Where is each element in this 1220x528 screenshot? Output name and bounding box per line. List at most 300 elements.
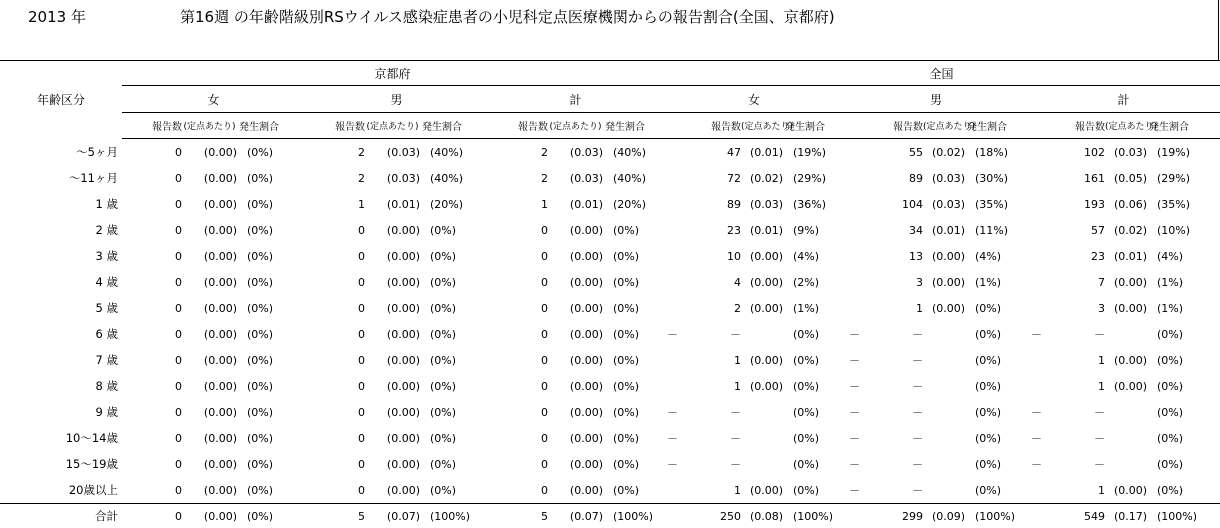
rate-value: (0%)	[247, 431, 274, 445]
per-site-value: (0.00)	[203, 353, 237, 367]
per-site-value: (0.07)	[569, 509, 603, 523]
rate-value: (0%)	[793, 431, 820, 445]
report-count: 0	[175, 145, 182, 159]
report-count: 0	[358, 431, 365, 445]
dash-cell: －	[849, 458, 861, 471]
rate-value: (0%)	[247, 509, 274, 523]
rate-value: (100%)	[613, 509, 654, 523]
rate-value: (18%)	[975, 145, 1009, 159]
per-site-value: (0.00)	[203, 431, 237, 445]
report-count: 0	[175, 223, 182, 237]
per-site-value: (0.01)	[749, 223, 784, 237]
per-site-value	[741, 451, 783, 477]
per-site-value: (0.01)	[569, 197, 603, 211]
dash-cell	[845, 504, 865, 528]
dash-cell	[663, 295, 683, 321]
report-count: －	[730, 328, 742, 341]
rate-value: (0%)	[965, 477, 1027, 504]
per-site-value: (0.00)	[569, 223, 603, 237]
rate-value: (0%)	[247, 457, 274, 471]
per-site-value: (0.00)	[203, 327, 237, 341]
dash-cell	[1027, 139, 1047, 166]
per-site-value: (0.00)	[749, 353, 784, 367]
per-site-value: (0.03)	[569, 171, 603, 185]
report-count: 2	[541, 171, 548, 185]
per-site-value: (0.03)	[931, 171, 966, 185]
report-count: 1	[916, 301, 924, 315]
rate-value: (40%)	[613, 145, 647, 159]
dash-cell	[663, 504, 683, 528]
rate-value: (0%)	[613, 249, 640, 263]
rate-value: (9%)	[793, 223, 820, 237]
per-site-value	[1105, 451, 1147, 477]
rate-value: (0%)	[430, 249, 457, 263]
report-count: 89	[909, 171, 924, 185]
per-site-value: (0.00)	[203, 249, 237, 263]
rate-value: (0%)	[613, 301, 640, 315]
report-count: 0	[541, 457, 548, 471]
per-site-col-header: (定点あたり)	[741, 113, 783, 139]
per-site-value: (0.00)	[203, 457, 237, 471]
report-count: 0	[175, 249, 182, 263]
report-count: 0	[175, 379, 182, 393]
rate-value: (36%)	[793, 197, 827, 211]
dash-cell	[1027, 217, 1047, 243]
report-count: 2	[358, 171, 365, 185]
rate-value: (0%)	[613, 353, 640, 367]
report-count: 55	[909, 145, 924, 159]
report-count: 0	[175, 327, 182, 341]
dash-cell: －	[1031, 458, 1043, 471]
rate-value: (1%)	[975, 275, 1002, 289]
per-site-value: (0.00)	[365, 477, 420, 504]
dash-cell: －	[849, 406, 861, 419]
report-count: 57	[1091, 223, 1106, 237]
report-count: 1	[734, 379, 742, 393]
report-count: 0	[541, 379, 548, 393]
report-count: 13	[909, 249, 924, 263]
year-label: 2013 年	[28, 8, 86, 26]
dash-cell	[845, 243, 865, 269]
spacer-cell	[845, 113, 865, 139]
table-row	[0, 295, 1220, 321]
per-site-value: (0.00)	[386, 327, 420, 341]
table-row	[0, 425, 1220, 451]
region-kyoto-header: 京都府	[122, 61, 663, 86]
per-site-value: (0.03)	[386, 171, 420, 185]
dash-cell	[845, 269, 865, 295]
age-cell: ～11ヶ月	[68, 171, 118, 185]
per-site-value: (0.00)	[203, 223, 237, 237]
rate-value: (0%)	[1157, 431, 1184, 445]
report-count: －	[1094, 458, 1106, 471]
rate-value: (0%)	[247, 249, 274, 263]
per-site-value: (0.00)	[569, 457, 603, 471]
per-site-value: (0.00)	[569, 379, 603, 393]
rate-col-header: 発生割合	[965, 113, 1027, 139]
report-count: 0	[541, 223, 548, 237]
rate-value: (0%)	[247, 223, 274, 237]
report-count: 0	[541, 353, 548, 367]
rate-value: (10%)	[1157, 223, 1191, 237]
report-count: 3	[916, 275, 924, 289]
per-site-value: (0.01)	[386, 197, 420, 211]
dash-cell	[663, 139, 683, 166]
per-site-value: (0.00)	[569, 275, 603, 289]
report-count: 7	[1098, 275, 1106, 289]
report-count: 1	[541, 197, 548, 211]
rate-value: (0%)	[247, 301, 274, 315]
rate-value: (2%)	[793, 275, 820, 289]
report-count: 102	[1084, 145, 1106, 159]
age-cell: 6 歳	[95, 327, 118, 341]
rate-value: (29%)	[1157, 171, 1191, 185]
report-count: 104	[902, 197, 924, 211]
report-count: 0	[358, 379, 365, 393]
rate-col-header: 発生割合	[783, 113, 845, 139]
per-site-value: (0.00)	[749, 379, 784, 393]
report-count: 0	[541, 249, 548, 263]
per-site-value: (0.00)	[203, 197, 237, 211]
report-count: 0	[358, 353, 365, 367]
rate-value: (29%)	[793, 171, 827, 185]
dash-cell: －	[1031, 406, 1043, 419]
rate-value: (0%)	[247, 275, 274, 289]
report-count: 1	[1098, 379, 1106, 393]
per-site-value: (0.03)	[749, 197, 784, 211]
per-site-value	[1105, 321, 1147, 347]
dash-cell	[1027, 165, 1047, 191]
rate-value: (0%)	[613, 457, 640, 471]
table-body	[0, 139, 1220, 528]
dash-cell: －	[845, 477, 865, 504]
rate-value: (0%)	[613, 379, 640, 393]
per-site-value: (0.00)	[386, 223, 420, 237]
rate-value: (100%)	[1157, 509, 1198, 523]
age-cell: 7 歳	[95, 353, 118, 367]
per-site-value: (0.03)	[569, 145, 603, 159]
dash-cell: －	[849, 354, 861, 367]
rate-value: (0%)	[1157, 353, 1184, 367]
dash-cell	[845, 191, 865, 217]
dash-cell	[845, 165, 865, 191]
per-site-value: (0.08)	[749, 509, 784, 523]
per-site-value: (0.00)	[569, 327, 603, 341]
report-count: 0	[358, 405, 365, 419]
report-count: 0	[358, 223, 365, 237]
dash-cell	[663, 165, 683, 191]
rate-value: (0%)	[247, 405, 274, 419]
report-count: 2	[541, 145, 548, 159]
national-total-header: 計	[1027, 86, 1220, 113]
rate-value: (0%)	[975, 353, 1002, 367]
reports-col-header: 報告数	[488, 113, 548, 139]
report-count: 0	[358, 457, 365, 471]
reports-col-header: 報告数	[865, 113, 923, 139]
rate-value: (0%)	[247, 197, 274, 211]
table-row	[0, 165, 1220, 191]
rate-value: (0%)	[975, 379, 1002, 393]
dash-cell	[1027, 243, 1047, 269]
rate-value: (0%)	[613, 223, 640, 237]
rate-col-header: 発生割合	[603, 113, 663, 139]
rate-value: (0%)	[975, 457, 1002, 471]
per-site-value: (0.00)	[741, 477, 783, 504]
per-site-value: (0.00)	[931, 275, 966, 289]
report-count: －	[912, 380, 924, 393]
per-site-value: (0.03)	[1113, 145, 1148, 159]
report-count: 0	[175, 509, 182, 523]
rate-value: (0%)	[1147, 477, 1220, 504]
report-count: 0	[541, 301, 548, 315]
per-site-value: (0.00)	[569, 405, 603, 419]
report-count: 34	[909, 223, 924, 237]
rate-value: (0%)	[613, 431, 640, 445]
rate-value: (0%)	[613, 327, 640, 341]
table-row	[0, 373, 1220, 399]
age-cell: 1 歳	[95, 197, 118, 211]
rate-value: (0%)	[247, 353, 274, 367]
rate-value: (0%)	[793, 405, 820, 419]
report-count: 0	[175, 457, 182, 471]
dash-cell: －	[667, 458, 679, 471]
per-site-value: (0.00)	[182, 477, 237, 504]
per-site-value: (0.00)	[1113, 275, 1148, 289]
total-row	[0, 504, 1220, 528]
kyoto-total-header: 計	[488, 86, 663, 113]
rate-value: (30%)	[975, 171, 1009, 185]
table-row	[0, 399, 1220, 425]
dash-cell	[845, 217, 865, 243]
per-site-value: (0.00)	[203, 301, 237, 315]
per-site-col-header: (定点あたり)	[923, 113, 965, 139]
dash-cell	[1027, 347, 1047, 373]
rate-value: (35%)	[975, 197, 1009, 211]
report-count: －	[1094, 432, 1106, 445]
per-site-value	[1105, 399, 1147, 425]
rate-value: (20%)	[430, 197, 464, 211]
per-site-value: (0.03)	[386, 145, 420, 159]
per-site-value: (0.01)	[1113, 249, 1148, 263]
per-site-value: (0.00)	[386, 405, 420, 419]
dash-cell	[1027, 477, 1047, 504]
rate-value: (0%)	[430, 457, 457, 471]
report-count: 0	[305, 477, 365, 504]
dash-cell	[1027, 191, 1047, 217]
rate-value: (0%)	[793, 327, 820, 341]
age-cell: 8 歳	[95, 379, 118, 393]
table-row	[0, 269, 1220, 295]
rate-value: (0%)	[247, 171, 274, 185]
dash-cell	[1027, 295, 1047, 321]
per-site-col-header: (定点あたり)	[548, 113, 603, 139]
report-count: 1	[734, 353, 742, 367]
age-cell: 9 歳	[95, 405, 118, 419]
per-site-value	[923, 399, 965, 425]
age-cell: 5 歳	[95, 301, 118, 315]
per-site-value: (0.02)	[1113, 223, 1148, 237]
per-site-value: (0.00)	[749, 301, 784, 315]
per-site-value: (0.00)	[931, 301, 966, 315]
rate-value: (0%)	[975, 405, 1002, 419]
report-count: 1	[683, 477, 741, 504]
per-site-value: (0.00)	[203, 275, 237, 289]
rate-value: (0%)	[793, 457, 820, 471]
report-count: 161	[1084, 171, 1106, 185]
dash-cell	[663, 191, 683, 217]
rate-value: (0%)	[247, 145, 274, 159]
report-count: 5	[358, 509, 365, 523]
report-count: 3	[1098, 301, 1106, 315]
report-count: 0	[122, 477, 182, 504]
rate-value: (100%)	[975, 509, 1016, 523]
subheader-row	[0, 113, 1220, 139]
age-cell: 3 歳	[95, 249, 118, 263]
rate-value: (35%)	[1157, 197, 1191, 211]
rate-value: (0%)	[1157, 457, 1184, 471]
report-count: －	[912, 458, 924, 471]
report-count: 299	[902, 509, 924, 523]
per-site-value: (0.00)	[203, 171, 237, 185]
report-count: 250	[720, 509, 742, 523]
region-national-header: 全国	[663, 61, 1220, 86]
per-site-value	[923, 451, 965, 477]
rate-value: (4%)	[1157, 249, 1184, 263]
per-site-value: (0.00)	[203, 509, 237, 523]
rate-value: (0%)	[420, 477, 488, 504]
age-group-header: 年齢区分	[0, 61, 122, 139]
frame-line	[1218, 0, 1219, 60]
report-count: 2	[358, 145, 365, 159]
report-count: －	[730, 432, 742, 445]
report-count: 10	[727, 249, 742, 263]
per-site-value	[923, 321, 965, 347]
report-count: 0	[175, 197, 182, 211]
report-count: 1	[1047, 477, 1105, 504]
table-row	[0, 243, 1220, 269]
report-count: －	[730, 458, 742, 471]
report-count: －	[865, 477, 923, 504]
rate-value: (100%)	[793, 509, 834, 523]
per-site-value: (0.02)	[749, 171, 784, 185]
per-site-value: (0.00)	[203, 145, 237, 159]
dash-cell: －	[849, 432, 861, 445]
report-count: 1	[1098, 353, 1106, 367]
rate-value: (0%)	[247, 327, 274, 341]
rate-value: (0%)	[237, 477, 305, 504]
per-site-value	[741, 399, 783, 425]
reports-col-header: 報告数	[1047, 113, 1105, 139]
dash-cell: －	[849, 328, 861, 341]
dash-cell	[1027, 269, 1047, 295]
per-site-value: (0.00)	[749, 249, 784, 263]
rate-value: (40%)	[430, 171, 464, 185]
dash-cell	[663, 373, 683, 399]
report-count: 0	[488, 477, 548, 504]
report-count: 0	[541, 405, 548, 419]
rate-value: (40%)	[613, 171, 647, 185]
report-count: 72	[727, 171, 742, 185]
rate-value: (0%)	[603, 477, 663, 504]
per-site-col-header: (定点あたり)	[365, 113, 420, 139]
report-count: 0	[175, 405, 182, 419]
report-count: 0	[175, 353, 182, 367]
report-table	[0, 60, 1220, 528]
report-count: 0	[358, 327, 365, 341]
report-count: －	[912, 354, 924, 367]
rate-value: (40%)	[430, 145, 464, 159]
per-site-value: (0.00)	[386, 379, 420, 393]
per-site-value: (0.09)	[931, 509, 966, 523]
rate-value: (0%)	[430, 223, 457, 237]
rate-value: (19%)	[1157, 145, 1191, 159]
rate-value: (0%)	[613, 275, 640, 289]
per-site-value: (0.05)	[1113, 171, 1148, 185]
rate-value: (4%)	[793, 249, 820, 263]
dash-cell: －	[667, 432, 679, 445]
rate-value: (0%)	[975, 327, 1002, 341]
report-count: 23	[727, 223, 742, 237]
per-site-value: (0.02)	[931, 145, 966, 159]
dash-cell	[1027, 373, 1047, 399]
rate-value: (0%)	[783, 477, 845, 504]
national-male-header: 男	[845, 86, 1027, 113]
per-site-col-header: (定点あたり)	[1105, 113, 1147, 139]
per-site-value: (0.00)	[749, 275, 784, 289]
per-site-value: (0.00)	[386, 275, 420, 289]
table-row	[0, 191, 1220, 217]
report-count: 0	[175, 171, 182, 185]
dash-cell: －	[849, 380, 861, 393]
table-row	[0, 139, 1220, 166]
report-count: 0	[358, 301, 365, 315]
report-count: 193	[1084, 197, 1106, 211]
report-count: 0	[358, 275, 365, 289]
rate-value: (1%)	[1157, 301, 1184, 315]
age-cell: 10～14歳	[65, 431, 118, 445]
rate-value: (19%)	[793, 145, 827, 159]
report-count: 0	[541, 327, 548, 341]
age-cell: 合計	[95, 509, 118, 523]
per-site-value: (0.00)	[386, 457, 420, 471]
per-site-value: (0.00)	[386, 431, 420, 445]
reports-col-header: 報告数	[305, 113, 365, 139]
rate-value: (0%)	[975, 431, 1002, 445]
rate-value: (0%)	[430, 379, 457, 393]
page-title: 第16週 の年齢階級別RSウイルス感染症患者の小児科定点医療機関からの報告割合(全国、京都府)	[180, 8, 835, 26]
report-count: 0	[175, 431, 182, 445]
rate-value: (20%)	[613, 197, 647, 211]
rate-col-header: 発生割合	[420, 113, 488, 139]
report-count: 89	[727, 197, 742, 211]
per-site-col-header: (定点あたり)	[182, 113, 237, 139]
rate-value: (0%)	[247, 379, 274, 393]
report-count: －	[1094, 406, 1106, 419]
table-row	[0, 347, 1220, 373]
table-row	[0, 477, 1220, 504]
kyoto-female-header: 女	[122, 86, 305, 113]
per-site-value: (0.00)	[1113, 353, 1148, 367]
per-site-value	[923, 347, 965, 373]
per-site-value: (0.00)	[569, 301, 603, 315]
report-count: 47	[727, 145, 742, 159]
rate-value: (0%)	[793, 353, 820, 367]
report-count: 549	[1084, 509, 1106, 523]
rate-value: (0%)	[430, 431, 457, 445]
spacer-cell	[1027, 113, 1047, 139]
rate-value: (0%)	[430, 405, 457, 419]
rate-col-header: 発生割合	[237, 113, 305, 139]
